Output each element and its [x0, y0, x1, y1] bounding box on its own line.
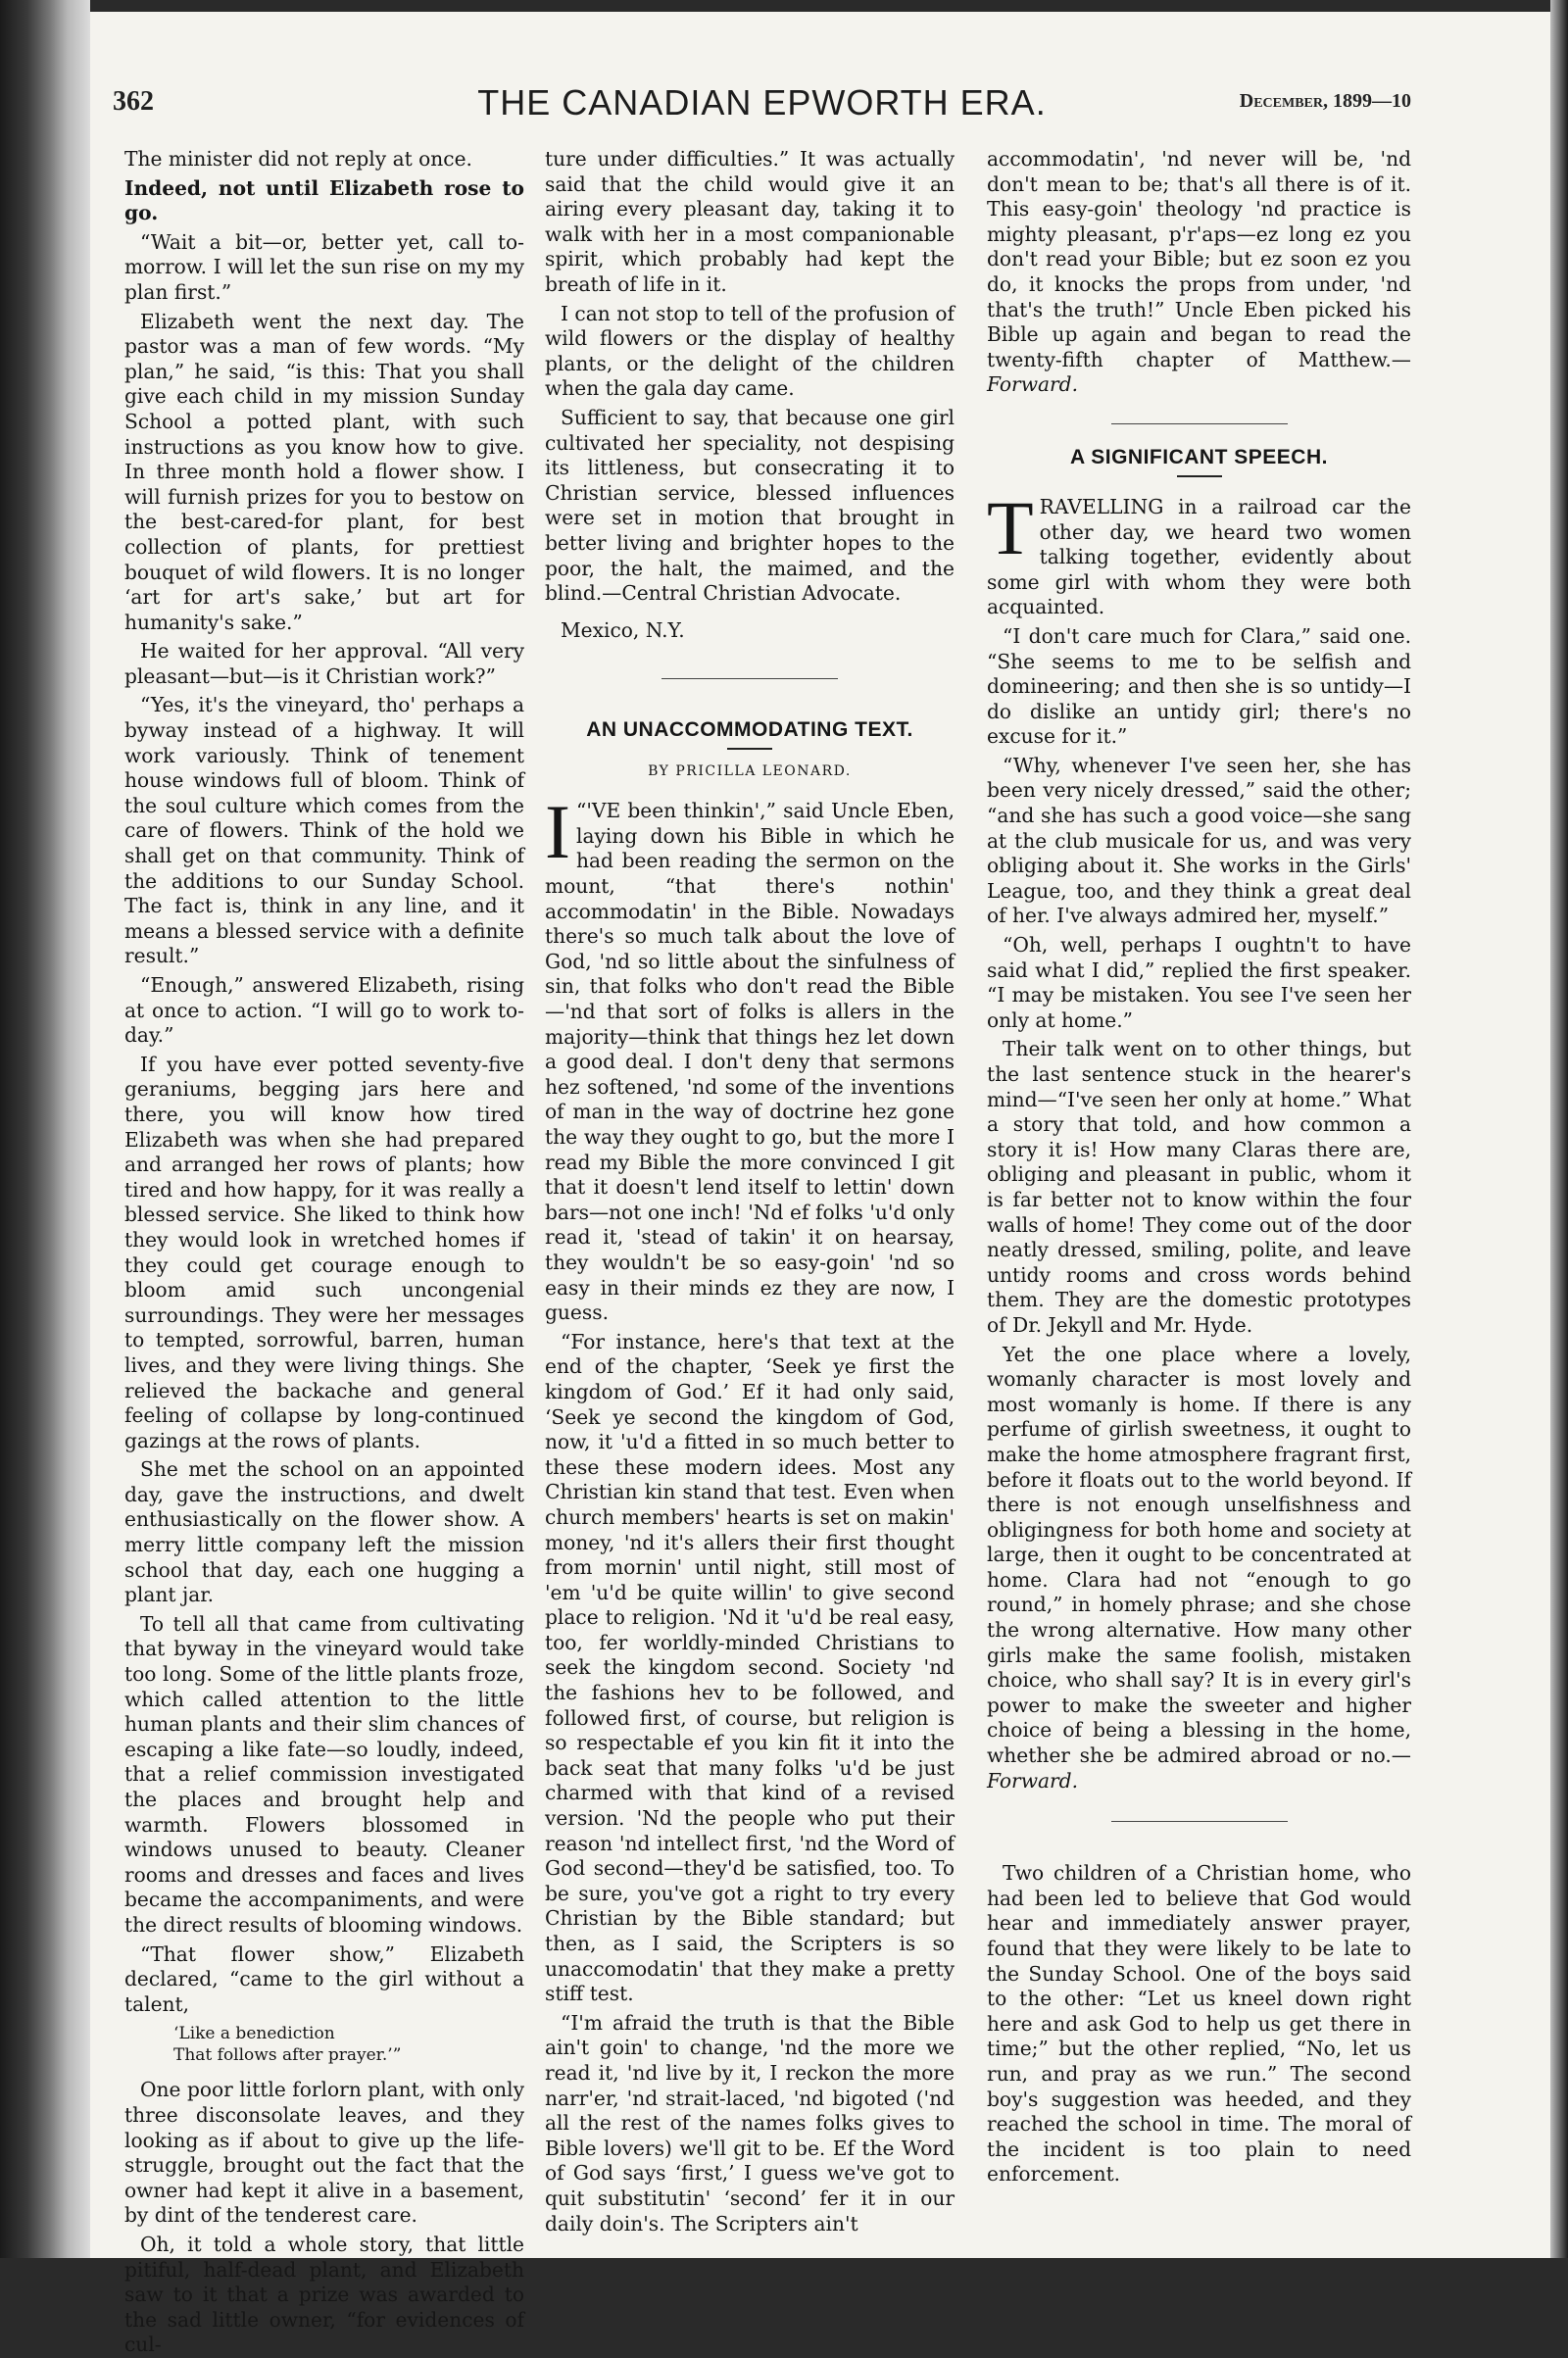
- poem-quote: ‘Like a benediction That follows after prayer.’”: [173, 2024, 402, 2066]
- paragraph: “I'm afraid the truth is that the Bible ain't goin' to change, 'nd the more we read it, 'nd live by it, I reckon the more narr'er, 'nd strait-laced, 'nd bigoted ('nd all the rest of the names folks gives to Bible lovers) we'll git to be. Ef the Word of God says ‘first,’ I guess we've got to quit substitutin' ‘second’ fer it in our daily doin's. The Scripters ain't: [545, 2010, 955, 2235]
- anecdote-paragraph: Two children of a Christian home, who had been led to believe that God would hear and immediately answer prayer, found that they were likely to be late to the Sunday School. One of the boys said to the other: “Let us kneel down right here and ask God to help us get there in time;” but the other replied, “No, let us run, and pray as we run.” The second boy's suggestion was heeded, and they reached the school in time. The moral of the incident is too plain to need enforcement.: [987, 1861, 1411, 2186]
- paragraph: To tell all that came from cultivating that byway in the vineyard would take too long. Some of the little plants froze, which called attention to the little human plants and their slim chances of escaping a like fate—so loudly, indeed, that a relief commission investigated the places and brought help and warmth. Flowers blossomed in windows unused to beauty. Cleaner rooms and dresses and faces and lives became the accompaniments, and were the direct results of blooming windows.: [124, 1611, 524, 1937]
- article-title-text: A SIGNIFICANT SPEECH.: [1070, 445, 1328, 468]
- drop-cap: I: [545, 789, 570, 875]
- source-attribution: Forward.: [987, 372, 1079, 397]
- article-title: [987, 446, 1411, 477]
- paragraph: “Yes, it's the vineyard, tho' perhaps a byway instead of a highway. It will work variously. Think of tenement house windows full of bloom. Think of the soul culture which comes from the care of flowers. Think of the hold we shall get on that community. Think of the additions to our Sunday School. The fact is, think in any line, and it means a blessed service with a definite result.”: [124, 693, 524, 968]
- page-number: 362: [113, 86, 154, 117]
- paragraph: She met the school on an appointed day, gave the instructions, and dwelt enthusiastically on the flower show. A merry little company left the mission school that day, each one hugging a plant jar.: [124, 1457, 524, 1607]
- dropcap-paragraph-text: RAVELLING in a railroad car the other day, we heard two women talking together, evidently about some girl with whom they were both acquainted.: [987, 494, 1411, 619]
- open-quote: “: [575, 799, 587, 823]
- paragraph: “For instance, here's that text at the end of the chapter, ‘Seek ye first the kingdom of God.’ Ef it had only said, ‘Seek ye second the kingdom of God, now, it 'u'd a fitted in so much better to these these modern idees. Most any Christian kin stand that test. Even when church members' hearts is set on makin' money, 'nd it's allers their first thought from mornin' until night, still most of 'em 'u'd be quite willin' to give second place to religion. 'Nd it 'u'd be real easy, too, fer worldly-minded Christians to seek the kingdom second. Society 'nd the fashions hev to be followed, and followed first, of course, but religion is so respectable ef you kin fit it into the back seat that many folks 'u'd be just charmed with that kind of a revised version. 'Nd the people who put their reason 'nd intellect first, 'nd the Word of God second—they'd be satisfied, too. To be sure, you've got a right to try every Christian by the Bible standard; but then, as I said, the Scripters is so unaccomodatin' that they make a pretty stiff test.: [545, 1329, 955, 2006]
- paragraph: I can not stop to tell of the profusion of wild flowers or the display of healthy plants, or the delight of the children when the gala day came.: [545, 301, 955, 401]
- dateline-place: Mexico, N.Y.: [561, 617, 685, 642]
- paragraph-text: Yet the one place where a lovely, womanly character is most lovely and most womanly is home. If there is any perfume of girlish sweetness, it ought to make the home atmosphere fragrant first, before it floats out to the world beyond. If there is not enough unselfishness and obligingness for both home and society at large, then it ought to be concentrated at home. Clara had not “enough to go round,” in homely phrase; and she chose the wrong alternative. How many other girls make the same foolish, mistaken choice, who shall say? It is in every girl's power to make the sweeter and higher choice of being a blessing in the home, whether she be admired abroad or no.—: [987, 1342, 1411, 1768]
- paragraph: [987, 147, 1411, 398]
- journal-title: THE CANADIAN EPWORTH ERA.: [477, 82, 1047, 123]
- title-rule: [1177, 475, 1222, 477]
- paragraph: “I don't care much for Clara,” said one. “She seems to me to be selfish and domineering; and then she is so untidy—I do dislike an untidy girl; there's no excuse for it.”: [987, 623, 1411, 749]
- article-title: [545, 718, 955, 750]
- paragraph: Sufficient to say, that because one girl cultivated her speciality, not despising its littleness, but consecrating it to Christian service, blessed influences were set in motion that brought in better living and brighter hopes to the poor, the halt, the maimed, and the blind.—Central Christian Advocate.: [545, 405, 955, 606]
- paragraph: ture under difficulties.” It was actually said that the child would give it an airing every pleasant day, taking it to walk with her in a most companionable spirit, which probably had kept the breath of life in it.: [545, 147, 955, 296]
- paragraph: “Enough,” answered Elizabeth, rising at once to action. “I will go to work to-day.”: [124, 973, 524, 1048]
- section-divider: [662, 678, 838, 679]
- page-right-edge: [1550, 0, 1568, 2258]
- paragraph-with-dropcap: [545, 789, 955, 1325]
- column-2: [545, 147, 955, 2235]
- paragraph-with-dropcap: [987, 484, 1411, 620]
- paragraph: Their talk went on to other things, but the last sentence stuck in the hearer's mind—“I've seen her only at home.” What a story that told, and how common a story it is! How many Claras there are, obliging and pleasant in public, whom it is far better not to know within the four walls of home! They come out of the door neatly dressed, smiling, polite, and leave untidy rooms and cross words behind them. They are the domestic prototypes of Dr. Jekyll and Mr. Hyde.: [987, 1037, 1411, 1337]
- paragraph: “That flower show,” Elizabeth declared, “came to the girl without a talent,: [124, 1941, 524, 2016]
- paragraph: [987, 1343, 1411, 1794]
- title-rule: [727, 748, 772, 750]
- paragraph: One poor little forlorn plant, with only three disconsolate leaves, and they looking as if about to give up the life-struggle, brought out the fact that the owner had kept it alive in a basement, by dint of the tenderest care.: [124, 2078, 524, 2228]
- paragraph: Indeed, not until Elizabeth rose to go.: [124, 175, 524, 225]
- source-attribution: Forward.: [987, 1768, 1079, 1793]
- running-header: [113, 69, 1411, 127]
- paragraph: He waited for her approval. “All very pleasant—but—is it Christian work?”: [124, 639, 524, 688]
- paragraph: “Why, whenever I've seen her, she has been very nicely dressed,” said the other; “and she has such a good voice—she sang at the club musicale for us, and was very obliging about it. She works in the Girls' League, too, and they think a great deal of her. I've always admired her, myself.”: [987, 753, 1411, 928]
- paragraph: If you have ever potted seventy-five geraniums, begging jars here and there, you will know how tired Elizabeth was when she had prepared and arranged her rows of plants; how tired and how happy, for it was really a blessed service. She liked to think how they would look in wretched homes if they could get courage enough to bloom amid such uncongenial surroundings. They were her messages to tempted, sorrowful, barren, human lives, and they were living things. She relieved the backache and general feeling of collapse by long-continued gazings at the rows of plants.: [124, 1052, 524, 1452]
- paragraph: “Oh, well, perhaps I oughtn't to have said what I did,” replied the first speaker. “I may be mistaken. You see I've seen her only at home.”: [987, 933, 1411, 1032]
- paragraph: “Wait a bit—or, better yet, call to-morrow. I will let the sun rise on my my plan first.”: [124, 229, 524, 304]
- paragraph: The minister did not reply at once.: [124, 147, 472, 171]
- continuation-text: accommodatin', 'nd never will be, 'nd don't mean to be; that's all there is of it. This easy-goin' theology 'nd practice is mighty pleasant, p'r'aps—ez long ez you don't read your Bible; but ez soon ez you do, it knocks the props from under, 'nd that's the truth!” Uncle Eben picked his Bible up again and began to read the twenty-fifth chapter of Matthew.—: [987, 147, 1411, 371]
- issue-date: December, 1899—10: [1239, 90, 1411, 112]
- drop-cap: T: [987, 484, 1034, 570]
- dropcap-paragraph-text: 'VE been thinkin',” said Uncle Eben, laying down his Bible in which he had been reading the sermon on the mount, “that there's nothin' accommodatin' in the Bible. Nowadays there's so much talk about the love of God, 'nd so little about the sinfulness of sin, that folks who don't read the Bible—'nd that sort of folks is allers in the majority—think that things hez let down a good deal. I don't deny that sermons hez softened, 'nd some of the inventions of man in the way of doctrine hez gone the way they ought to go, but the more I read my Bible the more convinced I git that it doesn't lend itself to lettin' down bars—not one inch! 'Nd ef folks 'u'd only read it, 'stead of takin' it on hearsay, they wouldn't be so easy-goin' 'nd so easy in their minds ez they are now, I guess.: [545, 799, 955, 1325]
- book-binding-edge: [0, 0, 90, 2258]
- article-title-text: AN UNACCOMMODATING TEXT.: [586, 718, 913, 742]
- column-1: [124, 147, 524, 2357]
- section-divider: [1111, 1821, 1288, 1822]
- article-byline: BY PRICILLA LEONARD.: [648, 763, 852, 780]
- paragraph: Elizabeth went the next day. The pastor was a man of few words. “My plan,” he said, “is this: That you shall give each child in my mission Sunday School a potted plant, with such instructions as you know how to give. In three month hold a flower show. I will furnish prizes for you to bestow on the best-cared-for plant, for best collection of plants, for prettiest bouquet of wild flowers. It is no longer ‘art for art's sake,’ but art for humanity's sake.”: [124, 309, 524, 634]
- paragraph: Oh, it told a whole story, that little pitiful, half-dead plant, and Elizabeth saw to it that a prize was awarded to the sad little owner, “for evidences of cul-: [124, 2232, 524, 2357]
- column-3: [987, 147, 1411, 2186]
- section-divider: [1111, 423, 1288, 424]
